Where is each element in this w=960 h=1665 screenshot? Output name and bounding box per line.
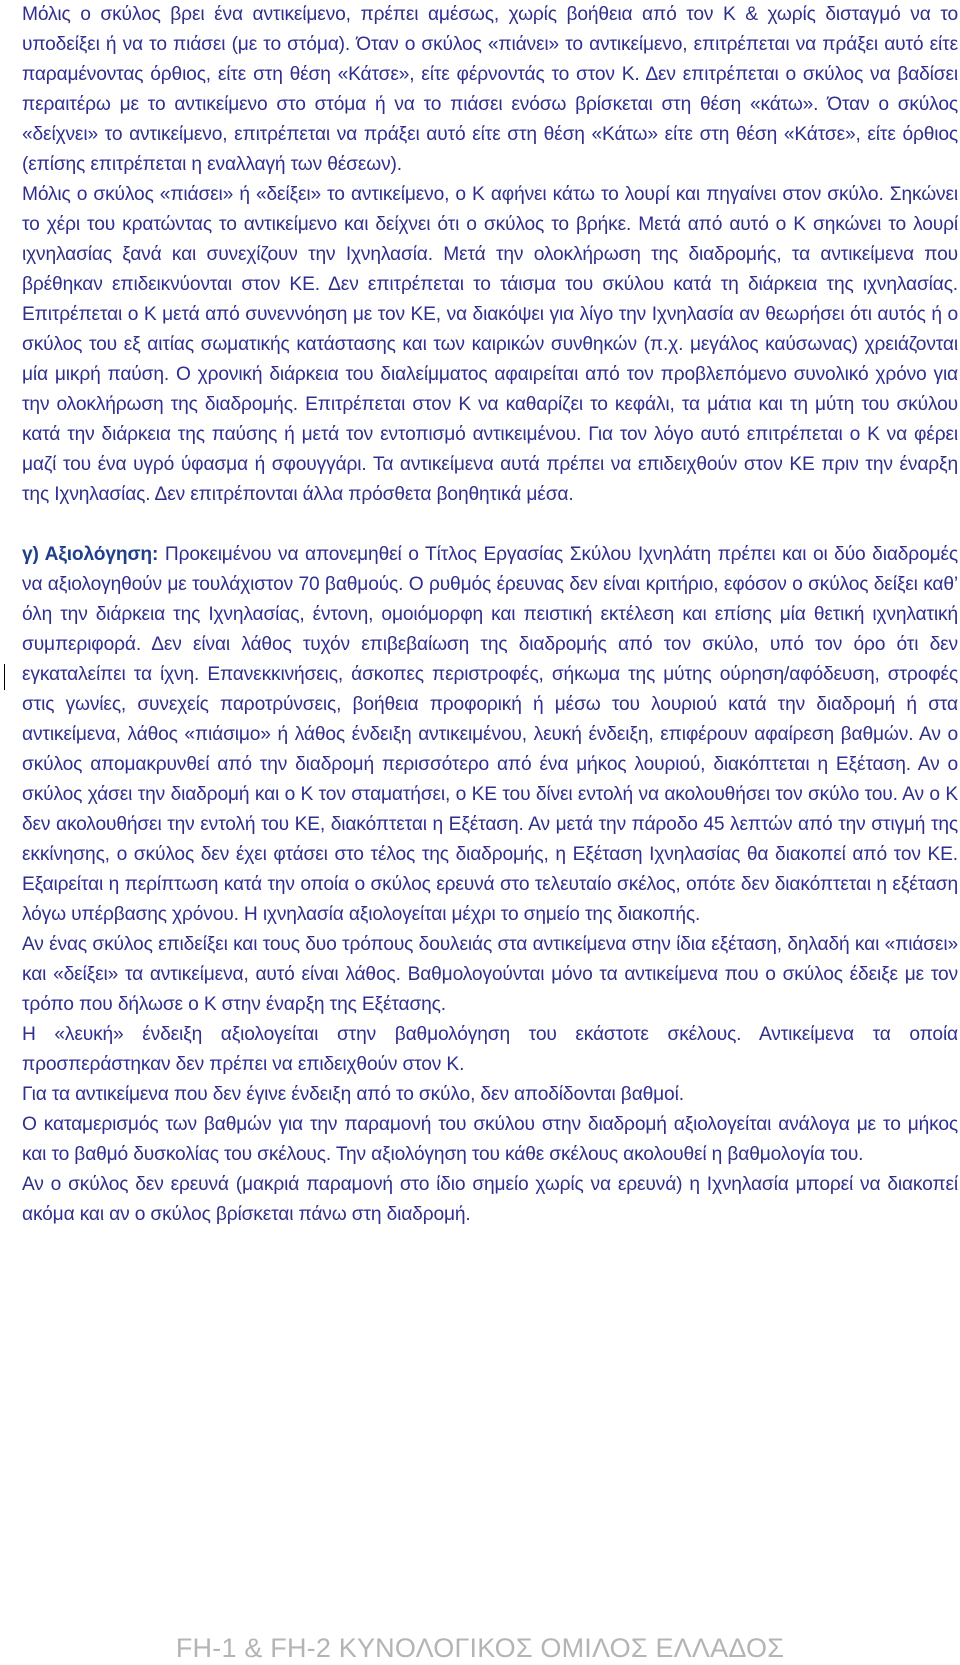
- document-body: [22, 0, 958, 1230]
- evaluation-text: Προκειμένου να απονεμηθεί ο Τίτλος Εργασίας Σκύλου Ιχνηλάτη πρέπει και οι δύο διαδρομές να αξιολογηθούν με τουλάχιστον 70 βαθμούς. Ο ρυθμός έρευνας δεν είναι κριτήριο, εφόσον ο σκύλος δείξει καθ’ όλη την διάρκεια της Ιχνηλασίας, έντονη, ομοιόμορφη και πειστική εκτέλεση και επίσης μία θετική ιχνηλατική συμπεριφορά. Δεν είναι λάθος τυχόν επιβεβαίωση της διαδρομής από τον σκύλο, υπό τον όρο ότι δεν εγκαταλείπει τα ίχνη. Επανεκκινήσεις, άσκοπες περιστροφές, σήκωμα της μύτης ούρηση/αφόδευση, στροφές στις γωνίες, συνεχείς παροτρύνσεις, βοήθεια προφορική ή μέσω του λουριού κατά την διαδρομή ή στα αντικείμενα, λάθος «πιάσιμο» ή λάθος ένδειξη αντικειμένου, λευκή ένδειξη, επιφέρουν αφαίρεση βαθμών. Αν ο σκύλος απομακρυνθεί από την διαδρομή περισσότερο από ένα μήκος λουριού, διακόπτεται η Εξέταση. Αν ο σκύλος χάσει την διαδρομή και ο Κ τον σταματήσει, ο ΚΕ του δίνει εντολή να ακολουθήσει τον σκύλο του. Αν ο Κ δεν ακολουθήσει την εντολή του ΚΕ, διακόπτεται η Εξέταση. Αν μετά την πάροδο 45 λεπτών από την στιγμή της εκκίνησης, ο σκύλος δεν έχει φτάσει στο τέλος της διαδρομής, η Εξέταση Ιχνηλασίας θα διακοπεί από τον ΚΕ. Εξαιρείται η περίπτωση κατά την οποία ο σκύλος ερευνά στο τελευταίο σκέλος, οπότε δεν διακόπτεται η εξέταση λόγω υπέρβασης χρόνου. Η ιχνηλασία αξιολογείται μέχρι το σημείο της διακοπής.: [22, 544, 958, 925]
- paragraph-points-distribution: Ο καταμερισμός των βαθμών για την παραμονή του σκύλου στην διαδρομή αξιολογείται ανάλογα με το μήκος και το βαθμό δυσκολίας του σκέλους. Την αξιολόγηση του κάθε σκέλους ακολουθεί η βαθμολογία του.: [22, 1114, 958, 1165]
- paragraph-object-presentation: Μόλις ο σκύλος «πιάσει» ή «δείξει» το αντικείμενο, ο Κ αφήνει κάτω το λουρί και πηγαίνει στον σκύλο. Σηκώνει το χέρι του κρατώντας το αντικείμενο και δείχνει ότι ο σκύλος το βρήκε. Μετά από αυτό ο Κ σηκώνει το λουρί ιχνηλασίας ξανά και συνεχίζουν την Ιχνηλασία. Μετά την ολοκλήρωση της διαδρομής, τα αντικείμενα που βρέθηκαν επιδεικνύονται στον ΚΕ. Δεν επιτρέπεται το τάισμα του σκύλου κατά τη διάρκεια της ιχνηλασίας. Επιτρέπεται ο Κ μετά από συνεννόηση με τον ΚΕ, να διακόψει για λίγο την Ιχνηλασία αν θεωρήσει ότι αυτός ή ο σκύλος του εξ αιτίας σωματικής κατάστασης και των καιρικών συνθηκών (π.χ. μεγάλος καύσωνας) χρειάζονται μία μικρή παύση. Ο χρονική διάρκεια του διαλείμματος αφαιρείται από τον προβλεπόμενο συνολικό χρόνο για την ολοκλήρωση της διαδρομής. Επιτρέπεται στον Κ να καθαρίζει το κεφάλι, τα μάτια και τη μύτη του σκύλου κατά την διάρκεια της παύσης ή μετά τον εντοπισμό αντικειμένου. Για τον λόγο αυτό επιτρέπεται ο Κ να φέρει μαζί του ένα υγρό ύφασμα ή σφουγγάρι. Τα αντικείμενα αυτά πρέπει να επιδειχθούν στον ΚΕ πριν την έναρξη της Ιχνηλασίας. Δεν επιτρέπονται άλλα πρόσθετα βοηθητικά μέσα.: [22, 184, 958, 505]
- paragraph-both-methods: Αν ένας σκύλος επιδείξει και τους δυο τρόπους δουλειάς στα αντικείμενα στην ίδια εξέταση, δηλαδή και «πιάσει» και «δείξει» τα αντικείμενα, αυτό είναι λάθος. Βαθμολογούνται μόνο τα αντικείμενα που ο σκύλος έδειξε με τον τρόπο που δήλωσε ο Κ στην έναρξη της Εξέτασης.: [22, 934, 958, 1015]
- paragraph-spacer: [22, 510, 958, 540]
- paragraph-interruption: Αν ο σκύλος δεν ερευνά (μακριά παραμονή στο ίδιο σημείο χωρίς να ερευνά) η Ιχνηλασία μπορεί να διακοπεί ακόμα και αν ο σκύλος βρίσκεται πάνω στη διαδρομή.: [22, 1174, 958, 1225]
- paragraph-object-handling: Μόλις ο σκύλος βρει ένα αντικείμενο, πρέπει αμέσως, χωρίς βοήθεια από τον Κ & χωρίς δισταγμό να το υποδείξει ή να το πιάσει (με το στόμα). Όταν ο σκύλος «πιάνει» το αντικείμενο, επιτρέπεται να πράξει αυτό είτε παραμένοντας όρθιος, είτε στη θέση «Κάτσε», είτε φέρνοντάς το στον Κ. Δεν επιτρέπεται ο σκύλος να βαδίσει περαιτέρω με το αντικείμενο στο στόμα ή να το πιάσει ενόσω βρίσκεται στη θέση «κάτω». Όταν ο σκύλος «δείχνει» το αντικείμενο, επιτρέπεται να πράξει αυτό είτε στη θέση «Κάτω» είτε στη θέση «Κάτσε», είτε όρθιος (επίσης επιτρέπεται η εναλλαγή των θέσεων).: [22, 4, 958, 175]
- text-cursor-mark: [4, 664, 5, 690]
- paragraph-no-points: Για τα αντικείμενα που δεν έγινε ένδειξη από το σκύλο, δεν αποδίδονται βαθμοί.: [22, 1084, 684, 1105]
- paragraph-white-indication: Η «λευκή» ένδειξη αξιολογείται στην βαθμολόγηση του εκάστοτε σκέλους. Αντικείμενα τα οποία προσπεράστηκαν δεν πρέπει να επιδειχθούν στον Κ.: [22, 1024, 958, 1075]
- paragraph-evaluation: [22, 540, 958, 930]
- section-label-evaluation: γ) Αξιολόγηση:: [22, 544, 159, 565]
- page-footer: FH-1 & FH-2 ΚΥΝΟΛΟΓΙΚΟΣ ΟΜΙΛΟΣ ΕΛΛΑΔΟΣ: [175, 1633, 785, 1663]
